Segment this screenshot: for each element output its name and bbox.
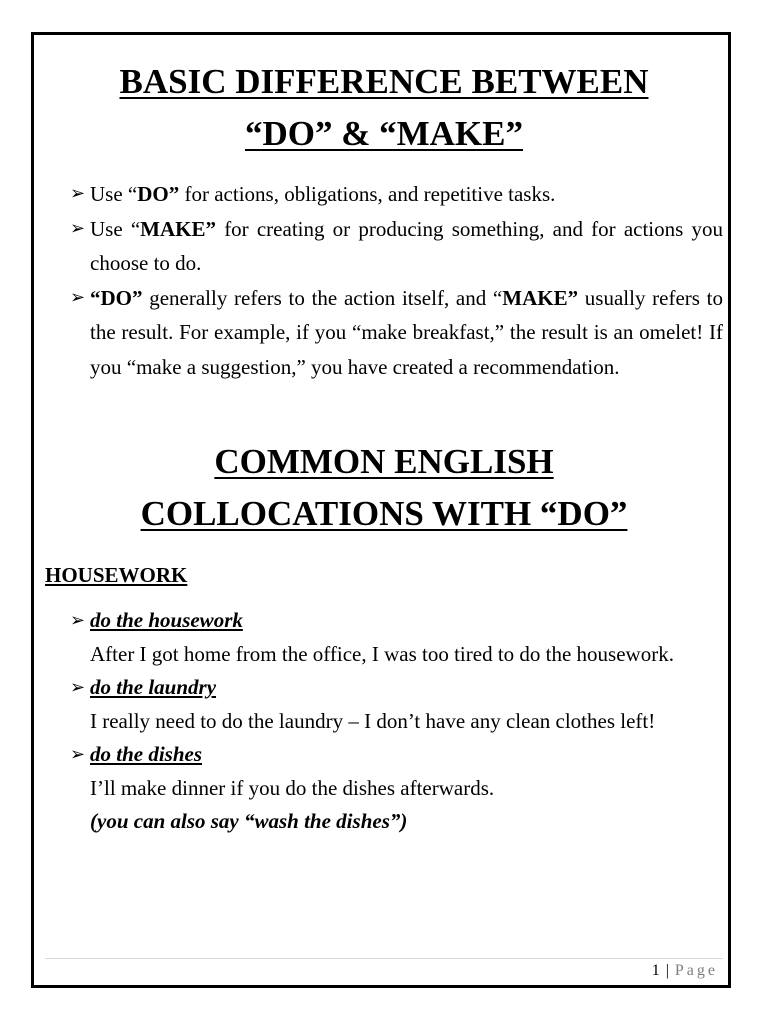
page-separator: | (660, 962, 675, 979)
bullet-text: generally refers to the action itself, and “ (142, 285, 503, 310)
housework-heading: HOUSEWORK (45, 563, 188, 587)
arrow-bullet-icon: ➢ (70, 677, 86, 698)
collocation-note: (you can also say “wash the dishes”) (90, 809, 408, 833)
collocation-example: After I got home from the office, I was too tired to do the housework. (90, 641, 674, 666)
bullet-make-usage (70, 212, 723, 281)
page-footer (652, 962, 718, 980)
bullet-text: usually refers to the result. For example, if you “make breakfast,” the result is an omelet! If you “make a suggestion,” you have created a recommendation. (90, 285, 723, 379)
arrow-bullet-icon: ➢ (70, 744, 86, 765)
bullet-bold-text: “DO” (90, 285, 143, 310)
bullet-text: for actions, obligations, and repetitive tasks. (179, 182, 556, 206)
arrow-bullet-icon: ➢ (70, 610, 86, 631)
collocation-phrase: do the housework (90, 608, 243, 632)
bullet-text: for creating or producing something, and for actions you choose to do. (90, 216, 723, 275)
section-title-line-1: COMMON ENGLISH (214, 442, 554, 481)
arrow-bullet-icon: ➢ (70, 183, 86, 204)
arrow-bullet-icon: ➢ (70, 217, 86, 239)
collocation-item (70, 671, 723, 738)
difference-bullet-list (70, 177, 723, 384)
bullet-action-vs-result (70, 281, 723, 385)
page-label: Page (674, 962, 718, 979)
bullet-bold-text: MAKE” (140, 216, 216, 241)
bullet-do-usage (70, 177, 723, 212)
main-title-line-1: BASIC DIFFERENCE BETWEEN (119, 62, 649, 101)
bullet-bold-text: MAKE” (502, 285, 579, 310)
bullet-text: Use “ (90, 216, 141, 241)
collocation-list (70, 604, 723, 839)
bullet-text: Use “ (90, 182, 138, 206)
collocation-item (70, 738, 723, 839)
arrow-bullet-icon: ➢ (70, 286, 86, 308)
collocation-example: I really need to do the laundry – I don’t have any clean clothes left! (90, 708, 656, 733)
section-title-line-2: COLLOCATIONS WITH “DO” (140, 494, 628, 533)
collocation-phrase: do the dishes (90, 742, 203, 766)
collocation-item (70, 604, 723, 671)
collocation-example: I’ll make dinner if you do the dishes afterwards. (90, 775, 495, 800)
main-title-line-2: “DO” & “MAKE” (244, 114, 524, 153)
collocation-phrase: do the laundry (90, 675, 217, 699)
footer-divider (45, 958, 723, 959)
page-number: 1 (651, 962, 661, 979)
bullet-bold-text: DO” (137, 182, 180, 206)
